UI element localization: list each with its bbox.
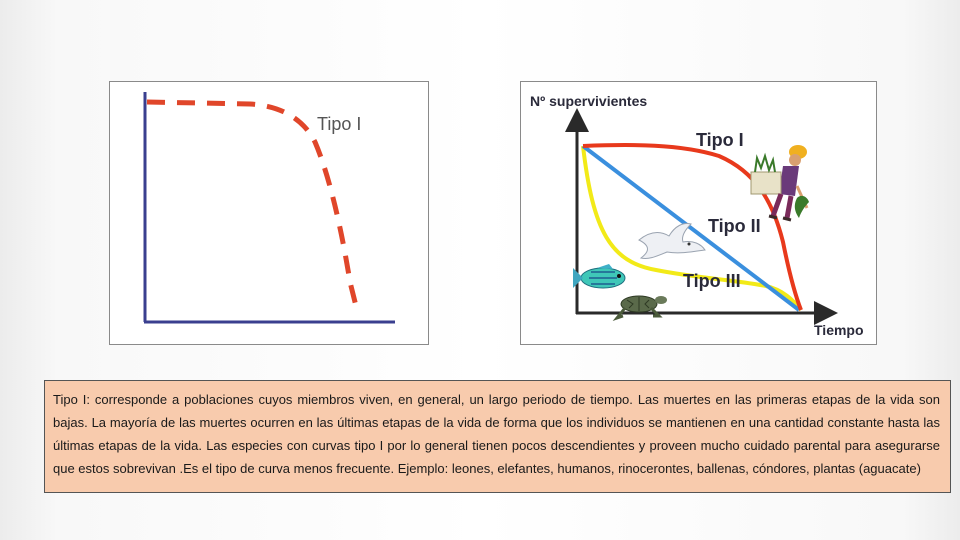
tipo-i-label: Tipo I bbox=[696, 130, 744, 150]
right-diagram-svg bbox=[521, 82, 878, 346]
y-axis-label: Nº supervivientes bbox=[530, 93, 648, 109]
tipo-i-description-text: Tipo I: corresponde a poblaciones cuyos miembros viven, en general, un largo periodo de tiempo. Las muertes en las primeras etapas de la vida son bajas. La mayoría de las muertes ocurren en las últimas etapas de la vida de forma que los individuos se mantienen en una cantidad constante hasta las últimas etapas de la vida. Las especies con curvas tipo I por lo general tienen pocos descendientes y proveen mucho cuidado parental para asegurarse que estos sobrevivan .Es el tipo de curva menos frecuente. Ejemplo: leones, elefantes, humanos, rinocerontes, ballenas, cóndores, plantas (aguacate) bbox=[53, 392, 940, 476]
x-axis-label: Tiempo bbox=[814, 322, 864, 338]
left-diagram-svg bbox=[110, 82, 430, 346]
fish-icon bbox=[573, 264, 625, 288]
farmer-icon bbox=[751, 145, 809, 220]
left-tipo-i-label: Tipo I bbox=[317, 114, 362, 134]
tipo-ii-label: Tipo II bbox=[708, 216, 761, 236]
right-survivorship-diagram bbox=[520, 81, 877, 345]
turtle-icon bbox=[617, 296, 667, 318]
left-survivorship-diagram bbox=[109, 81, 429, 345]
tipo-i-description-box bbox=[44, 380, 951, 493]
tipo-iii-label: Tipo III bbox=[683, 271, 741, 291]
